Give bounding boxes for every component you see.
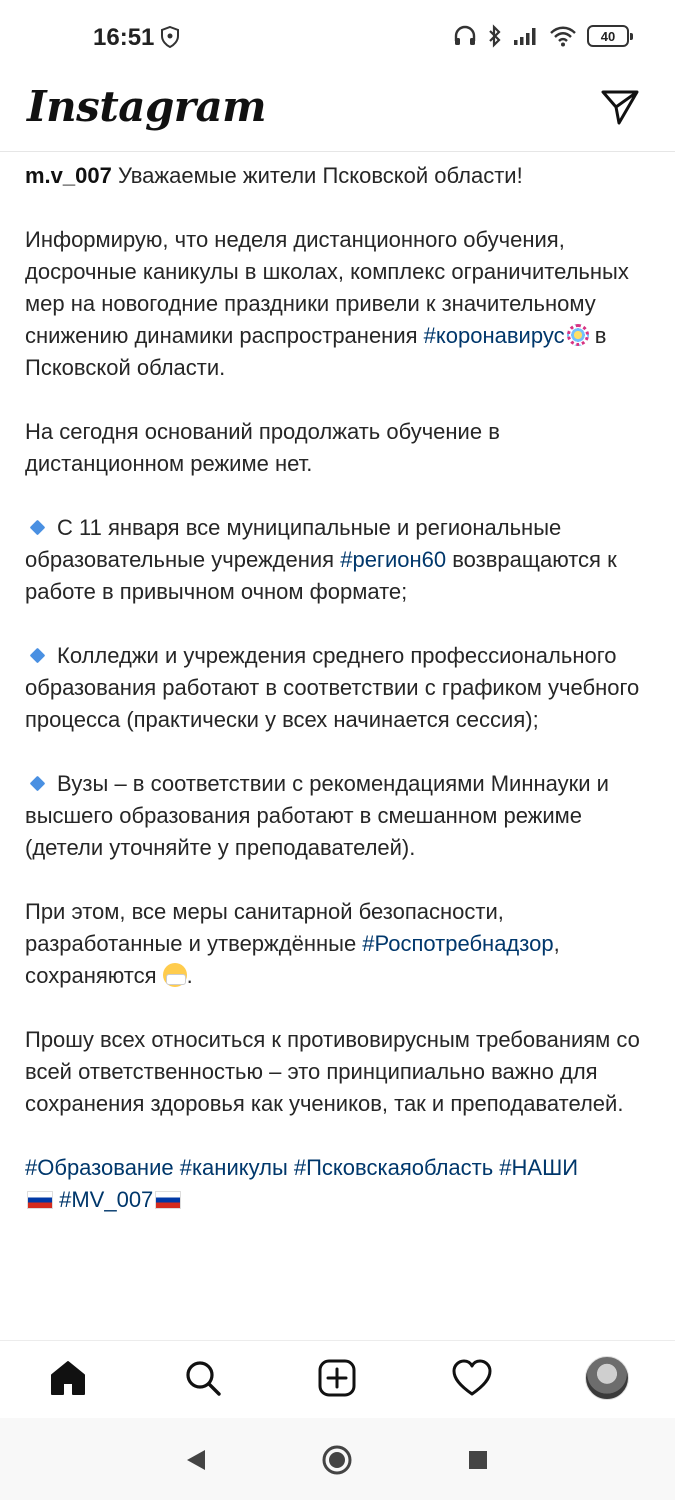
home-circle-icon <box>321 1444 353 1476</box>
blue-diamond-icon <box>30 776 46 792</box>
caption-paragraph: С 11 января все муниципальные и региональные образовательные учреждения #регион60 возвращаются к работе в привычном очном формате; <box>25 515 617 604</box>
profile-avatar <box>585 1356 629 1400</box>
shield-icon <box>160 26 180 48</box>
blue-diamond-icon <box>30 648 46 664</box>
status-icons <box>453 24 629 48</box>
hashtag-link[interactable]: #коронавирус <box>423 323 565 348</box>
battery-level: 40 <box>600 28 616 44</box>
russia-flag-icon <box>155 1191 181 1209</box>
hashtag-link[interactable]: #регион60 <box>340 547 447 572</box>
headphones-icon <box>453 25 477 47</box>
caption-paragraph: Вузы – в соответствии с рекомендациями Миннауки и высшего образования работают в смешанном режиме (детели уточняйте у преподавателей). <box>25 771 609 860</box>
app-header <box>0 76 675 152</box>
search-icon <box>183 1358 223 1398</box>
caption-paragraph: Колледжи и учреждения среднего профессионального образования работают в соответствии с графиком учебного процесса (практически у всех начинается сессия); <box>25 643 640 732</box>
instagram-logo[interactable]: Instagram <box>27 82 267 131</box>
caption-paragraph: Прошу всех относиться к противовирусным требованиям со всей ответственностью – это принципиально важно для сохранения здоровья как учеников, так и преподавателей. <box>25 1027 640 1116</box>
caption-paragraph: m.v_007 Уважаемые жители Псковской области! <box>25 163 523 188</box>
caption-paragraph: При этом, все меры санитарной безопасности, разработанные и утверждённые #Роспотребнадзор, сохраняются . <box>25 899 560 988</box>
paper-plane-icon[interactable] <box>599 86 641 128</box>
blue-diamond-icon <box>30 520 46 536</box>
wifi-icon <box>549 25 577 47</box>
hashtag-link[interactable]: #Роспотребнадзор <box>362 931 554 956</box>
home-icon <box>48 1358 88 1398</box>
status-time: 16:51 <box>93 24 155 51</box>
hashtag-link[interactable]: #Образование #каникулы #Псковскаяобласть #НАШИ <box>25 1155 579 1180</box>
nav-home[interactable] <box>45 1355 91 1401</box>
heart-icon <box>451 1358 493 1398</box>
system-recents-button[interactable] <box>462 1444 494 1476</box>
hashtag-link[interactable]: #MV_007 <box>53 1187 154 1212</box>
virus-emoji-icon <box>567 324 589 346</box>
back-triangle-icon <box>183 1447 209 1473</box>
post-username[interactable]: m.v_007 <box>25 163 112 188</box>
battery-icon <box>587 25 629 47</box>
signal-icon <box>513 26 539 46</box>
bluetooth-icon <box>487 24 503 48</box>
system-home-button[interactable] <box>321 1444 353 1476</box>
system-back-button[interactable] <box>180 1444 212 1476</box>
new-post-icon <box>317 1358 357 1398</box>
recents-square-icon <box>466 1448 490 1472</box>
system-nav-bar <box>0 1418 675 1500</box>
caption-paragraph: Информирую, что неделя дистанционного обучения, досрочные каникулы в школах, комплекс ограничительных мер на новогодние праздники привели к значительному снижению динамики распространения #коронавирус в Псковской области. <box>25 227 629 380</box>
caption-paragraph: На сегодня оснований продолжать обучение в дистанционном режиме нет. <box>25 419 500 476</box>
bottom-nav <box>0 1340 675 1418</box>
mask-face-emoji-icon <box>163 963 187 987</box>
russia-flag-icon <box>27 1191 53 1209</box>
post-caption <box>25 160 655 1216</box>
caption-hashtags <box>25 1152 655 1216</box>
nav-new-post[interactable] <box>314 1355 360 1401</box>
nav-search[interactable] <box>180 1355 226 1401</box>
nav-activity[interactable] <box>449 1355 495 1401</box>
status-bar <box>0 0 675 76</box>
nav-profile[interactable] <box>584 1355 630 1401</box>
